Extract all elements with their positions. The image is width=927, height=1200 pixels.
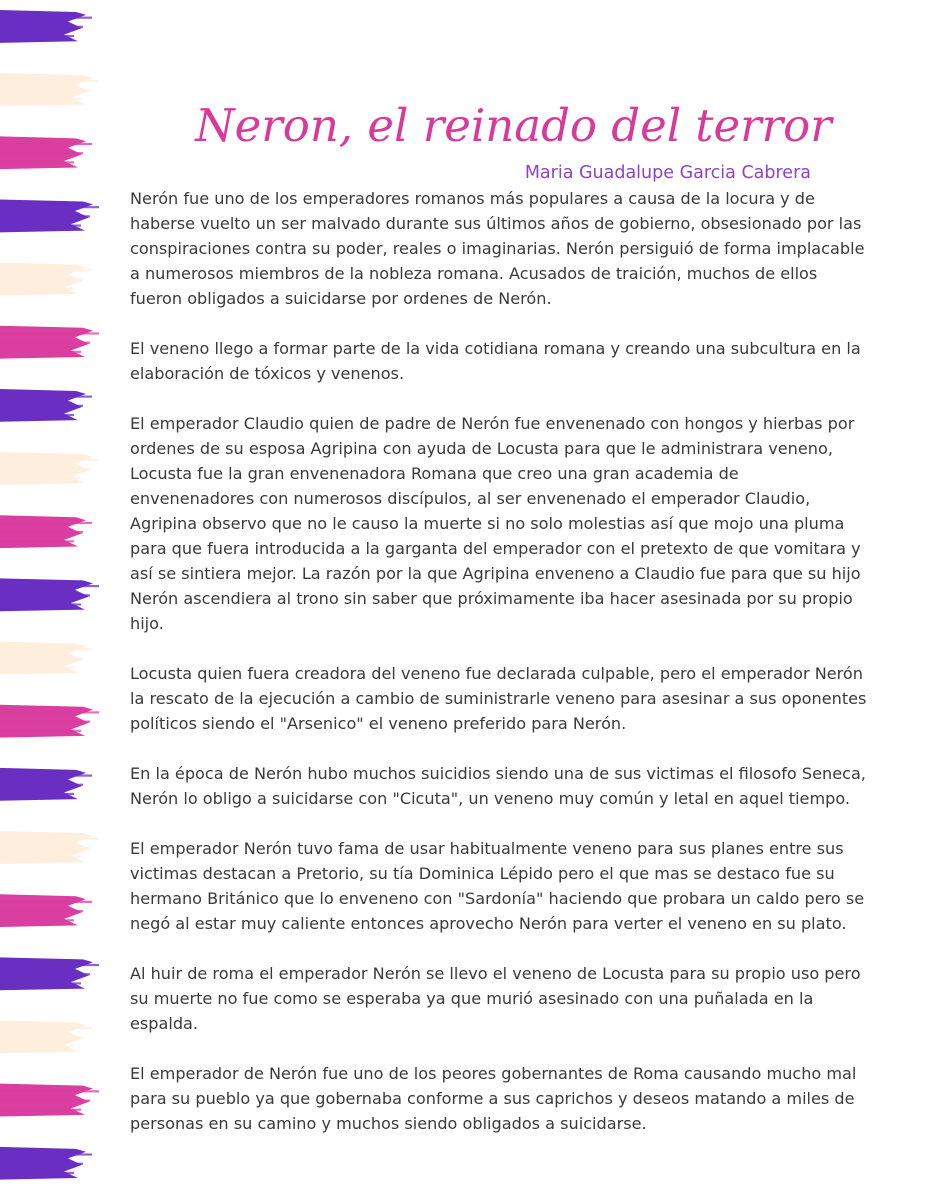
paragraph-2: El veneno llego a formar parte de la vida cotidiana romana y creando una subcultura en la elaboración de tóxicos y venenos. [130, 339, 861, 383]
article-body [130, 186, 890, 1161]
paragraph-5: En la época de Nerón hubo muchos suicidios siendo una de sus victimas el filosofo Seneca, Nerón lo obligo a suicidarse con "Cicuta", un veneno muy común y letal en aquel tiempo. [130, 764, 866, 808]
brush-stroke-peach [0, 831, 99, 864]
author-name: Maria Guadalupe Garcia Cabrera [524, 163, 811, 183]
brush-stroke-peach [0, 263, 92, 296]
brush-stroke-purple [0, 389, 92, 422]
paragraph-7: Al huir de roma el emperador Nerón se llevo el veneno de Locusta para su propio uso pero su muerte no fue como se esperaba ya que murió asesinado con una puñalada en la espalda. [130, 964, 861, 1033]
brush-stroke-magenta [0, 326, 99, 359]
brush-stroke-peach [0, 73, 99, 106]
brush-stroke-purple [0, 10, 92, 43]
paragraph-6: El emperador Nerón tuvo fama de usar habitualmente veneno para sus planes entre sus victimas destacan a Pretorio, su tía Dominica Lépido pero el que mas se destaco fue su hermano Británico que lo enveneno con "Sardonía" haciendo que probara un caldo pero se negó al estar muy caliente entonces aprovecho Nerón para verter el veneno en su plato. [130, 839, 865, 933]
brush-stroke-border [0, 0, 120, 1200]
brush-stroke-magenta [0, 136, 92, 169]
brush-stroke-magenta [0, 705, 99, 738]
brush-stroke-purple [0, 578, 99, 611]
paragraph-3: El emperador Claudio quien de padre de Nerón fue envenenado con hongos y hierbas por ordenes de su esposa Agripina con ayuda de Locusta para que le administrara veneno, Locusta fue la gran envenenadora Romana que creo una gran academia de envenenadores con numerosos discípulos, al ser envenenado el emperador Claudio, Agripina observo que no le causo la muerte si no solo molestias así que mojo una pluma para que fuera introducida a la garganta del emperador con el pretexto de que vomitara y así se sintiera mejor. La razón por la que Agripina enveneno a Claudio fue para que su hijo Nerón ascendiera al trono sin saber que próximamente iba hacer asesinada por su propio hijo. [130, 414, 861, 633]
brush-stroke-peach [0, 1021, 92, 1054]
brush-stroke-peach [0, 452, 99, 485]
paragraph-1: Nerón fue uno de los emperadores romanos más populares a causa de la locura y de haberse vuelto un ser malvado durante sus últimos años de gobierno, obsesionado por las conspiraciones contra su poder, reales o imaginarias. Nerón persiguió de forma implacable a numerosos miembros de la nobleza romana. Acusados de traición, muchos de ellos fueron obligados a suicidarse por ordenes de Nerón. [130, 189, 865, 308]
brush-stroke-peach [0, 642, 92, 675]
document-title: Neron, el reinado del terror [195, 99, 832, 152]
brush-stroke-magenta [0, 894, 92, 927]
brush-stroke-magenta [0, 515, 92, 548]
paragraph-8: El emperador de Nerón fue uno de los peores gobernantes de Roma causando mucho mal para su pueblo ya que gobernaba conforme a sus caprichos y deseos matando a miles de personas en su camino y muchos siendo obligados a suicidarse. [130, 1064, 857, 1133]
brush-stroke-purple [0, 199, 99, 232]
brush-stroke-purple [0, 957, 99, 990]
brush-stroke-magenta [0, 1084, 99, 1117]
brush-stroke-purple [0, 1147, 92, 1180]
brush-stroke-purple [0, 768, 92, 801]
paragraph-4: Locusta quien fuera creadora del veneno fue declarada culpable, pero el emperador Nerón la rescato de la ejecución a cambio de suministrarle veneno para asesinar a sus oponentes políticos siendo el "Arsenico" el veneno preferido para Nerón. [130, 664, 867, 733]
